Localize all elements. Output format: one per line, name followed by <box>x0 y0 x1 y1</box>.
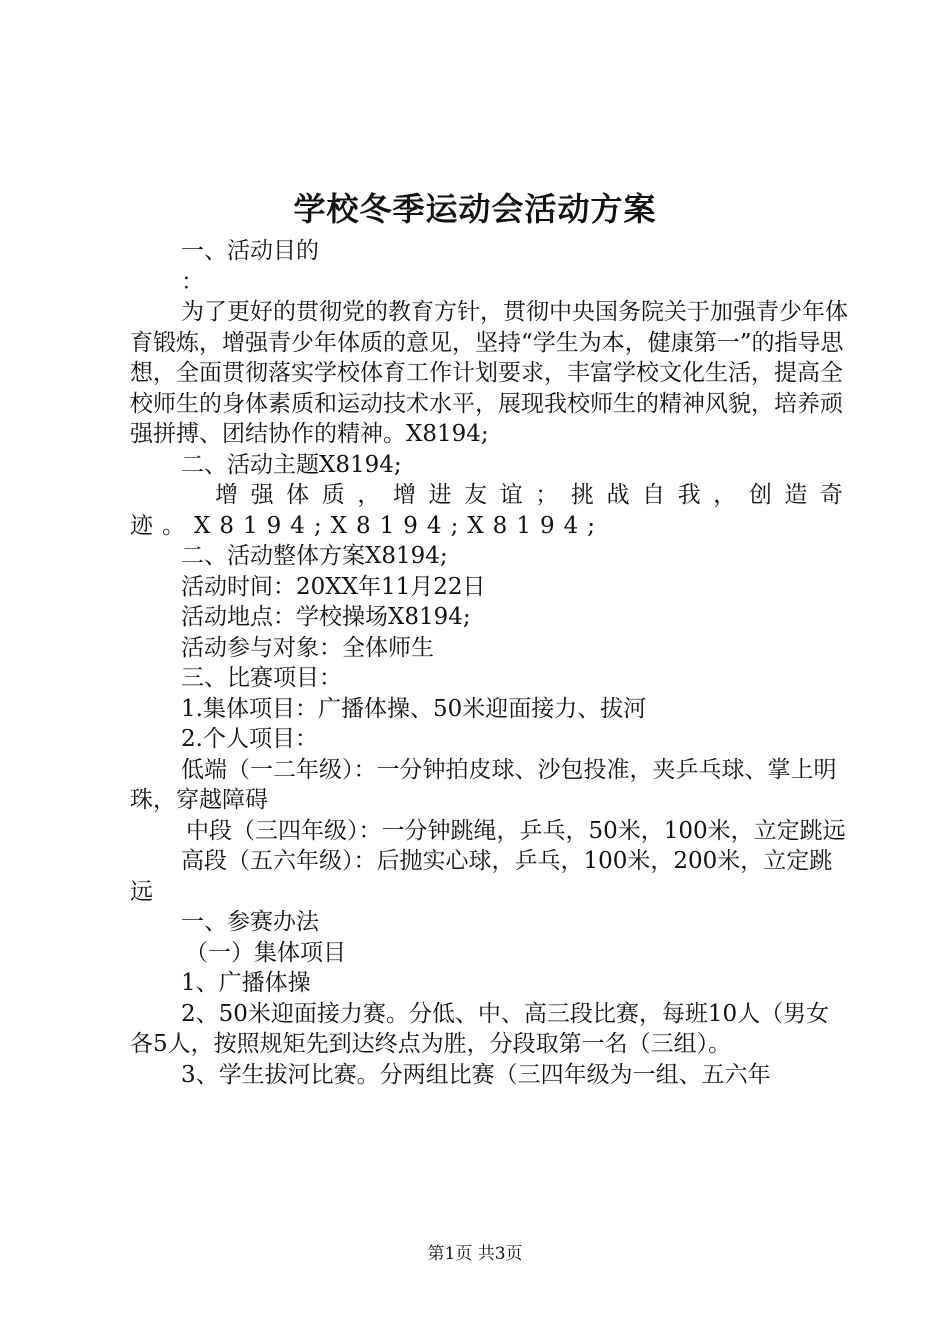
section-heading-rules: 一、参赛办法 <box>181 909 319 935</box>
middle-grade-events: 中段（三四年级）：一分钟跳绳，乒乓，50米，100米，立定跳远 <box>186 817 846 844</box>
upper-grade-events: 高段（五六年级）：后抛实心球，乒乓，100米，200米，立定跳远 <box>130 848 833 905</box>
section-heading-events: 三、比赛项目： <box>181 665 342 691</box>
item-tug-of-war: 3、学生拔河比赛。分两组比赛（三四年级为一组、五六年 <box>181 1061 771 1088</box>
paragraph-purpose: 为了更好的贯彻党的教育方针，贯彻中央国务院关于加强青少年体育锻炼，增强青少年体质的意见，坚持“学生为本，健康第一”的指导思想，全面贯彻落实学校体育工作计划要求，丰富学校文化生活，提高全校师生的身体素质和运动技术水平，展现我校师生的精神风貌，培养顽强拼搏、团结协作的精神。X8194; <box>130 299 848 447</box>
item-relay: 2、50米迎面接力赛。分低、中、高三段比赛，每班10人（男女各5人，按照规矩先到达终点为胜，分段取第一名（三组）。 <box>130 1000 830 1057</box>
document-body <box>130 236 852 1090</box>
page-footer: 第1页 共3页 <box>427 1244 523 1264</box>
group-events: 1.集体项目：广播体操、50米迎面接力、拔河 <box>181 695 647 722</box>
section-heading-theme: 二、活动主题X8194; <box>181 451 402 478</box>
section-heading-plan: 二、活动整体方案X8194; <box>181 543 448 569</box>
activity-location: 活动地点：学校操场X8194; <box>181 604 471 630</box>
individual-events-heading: 2.个人项目： <box>181 726 318 752</box>
document-title: 学校冬季运动会活动方案 <box>293 190 657 228</box>
lower-grade-events: 低端（一二年级）：一分钟拍皮球、沙包投准，夹乒乓球、掌上明珠，穿越障碍 <box>130 756 837 813</box>
subsection-group-events: （一）集体项目 <box>185 939 346 966</box>
activity-time: 活动时间：20XX年11月22日 <box>181 573 486 600</box>
colon-line: ： <box>181 268 204 295</box>
section-heading-purpose: 一、活动目的 <box>181 238 319 264</box>
activity-participants: 活动参与对象：全体师生 <box>181 634 434 661</box>
paragraph-theme: 增强体质，增进友谊；挑战自我，创造奇迹。X8194;X8194;X8194; <box>130 482 852 539</box>
item-broadcast-exercise: 1、广播体操 <box>181 970 311 996</box>
